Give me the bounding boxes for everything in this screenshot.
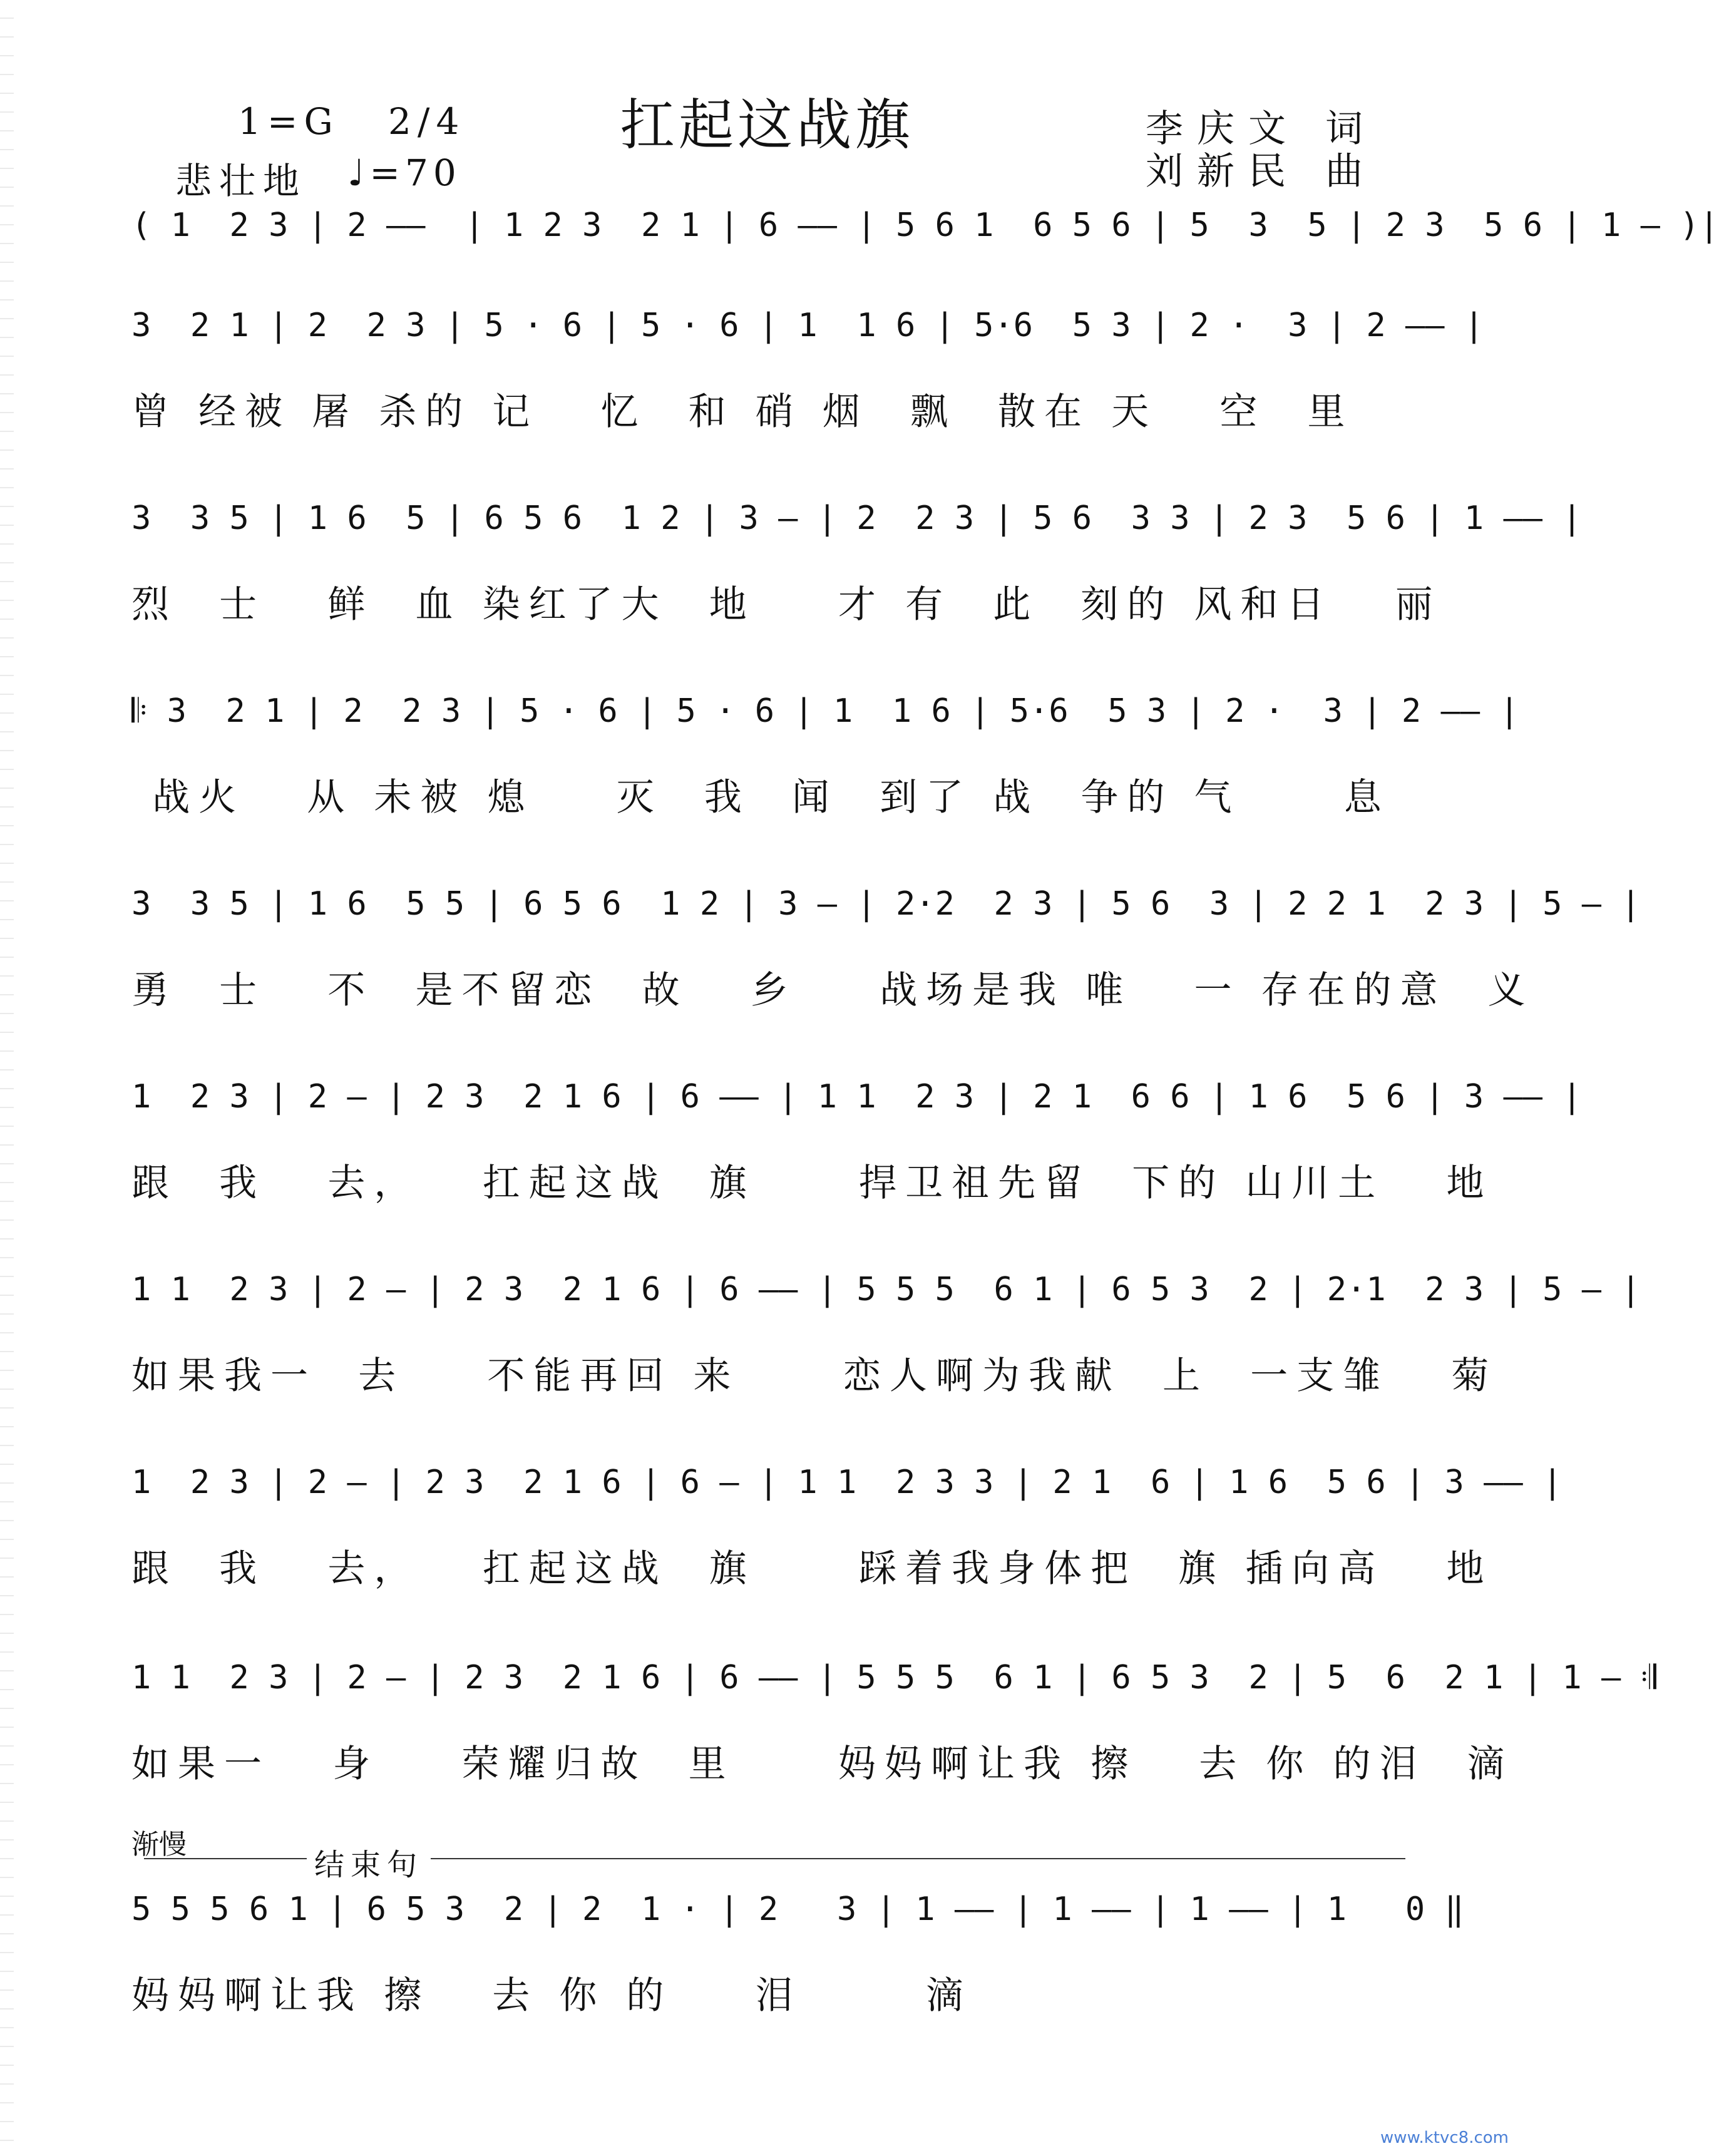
notation-row: 3 3 5 | 1 6 5 | 6 5 6 1 2 | 3 — | 2 2 3 | 5 6 3 3 | 2 3 5 6 | 1 —— | [131,500,1582,537]
ritardando-mark: 渐慢 [131,1829,187,1861]
notation-row: ( 1 2 3 | 2 —— | 1 2 3 2 1 | 6 —— | 5 6 1 6 5 6 | 5 3 5 | 2 3 5 6 | 1 — )| [131,207,1719,244]
notation-row: 3 3 5 | 1 6 5 5 | 6 5 6 1 2 | 3 — | 2·2 2 3 | 5 6 3 | 2 2 1 2 3 | 5 — | [131,885,1641,923]
lyricist-credit: 李庆文 词 [1146,107,1377,151]
time-signature: 2/4 [388,100,466,143]
notation-row: 1 2 3 | 2 — | 2 3 2 1 6 | 6 — | 1 1 2 3 3 | 2 1 6 | 1 6 5 6 | 3 —— | [131,1464,1562,1501]
composer-credit: 刘新民 曲 [1146,150,1377,193]
notation-row: 1 1 2 3 | 2 — | 2 3 2 1 6 | 6 —— | 5 5 5 6 1 | 6 5 3 2 | 2·1 2 3 | 5 — | [131,1271,1641,1308]
lyric-row: 勇 士 不 是不留恋 故 乡 战场是我 唯 一 存在的意 义 [131,968,1534,1012]
notation-row: 5 5 5 6 1 | 6 5 3 2 | 2 1 · | 2 3 | 1 —— | 1 —— | 1 —— | 1 0 ‖ [131,1891,1464,1928]
tempo-mark: ♩=70 [347,151,461,194]
site-watermark: www.ktvc8.com [1380,2128,1509,2147]
lyric-row: 如果一 身 荣耀归故 里 妈妈啊让我 擦 去 你 的泪 滴 [131,1742,1514,1786]
lyric-row: 妈妈啊让我 擦 去 你 的 泪 滴 [131,1974,973,2018]
key-signature: 1=G [238,100,339,143]
lyric-row: 战火 从 未被 熄 灭 我 闻 到了 战 争的 气 息 [131,776,1390,819]
lyric-row: 跟 我 去， 扛起这战 旗 踩着我身体把 旗 插向高 地 [131,1547,1493,1591]
expression-mark: 悲壮地 [175,160,307,202]
notation-row: 𝄆 3 2 1 | 2 2 3 | 5 · 6 | 5 · 6 | 1 1 6 | 5·6 5 3 | 2 · 3 | 2 —— | [131,692,1519,730]
notation-row: 3 2 1 | 2 2 3 | 5 · 6 | 5 · 6 | 1 1 6 | 5·6 5 3 | 2 · 3 | 2 —— | [131,307,1484,344]
notation-row: 1 2 3 | 2 — | 2 3 2 1 6 | 6 —— | 1 1 2 3 | 2 1 6 6 | 1 6 5 6 | 3 —— | [131,1078,1582,1116]
notation-row: 1 1 2 3 | 2 — | 2 3 2 1 6 | 6 —— | 5 5 5 6 1 | 6 5 3 2 | 5 6 2 1 | 1 — 𝄇 [131,1659,1656,1697]
left-margin-strip [0,0,14,2156]
lyric-row: 曾 经被 屠 杀的 记 忆 和 硝 烟 飘 散在 天 空 里 [131,390,1354,434]
lyric-row: 跟 我 去， 扛起这战 旗 捍卫祖先留 下的 山川土 地 [131,1161,1493,1205]
lyric-row: 如果我一 去 不能再回 来 恋人啊为我献 上 一支雏 菊 [131,1354,1498,1398]
lyric-row: 烈 士 鲜 血 染红了大 地 才 有 此 刻的 风和日 丽 [131,583,1442,627]
song-title: 扛起这战旗 [619,93,914,157]
ending-label: 结束句 [307,1840,431,1884]
